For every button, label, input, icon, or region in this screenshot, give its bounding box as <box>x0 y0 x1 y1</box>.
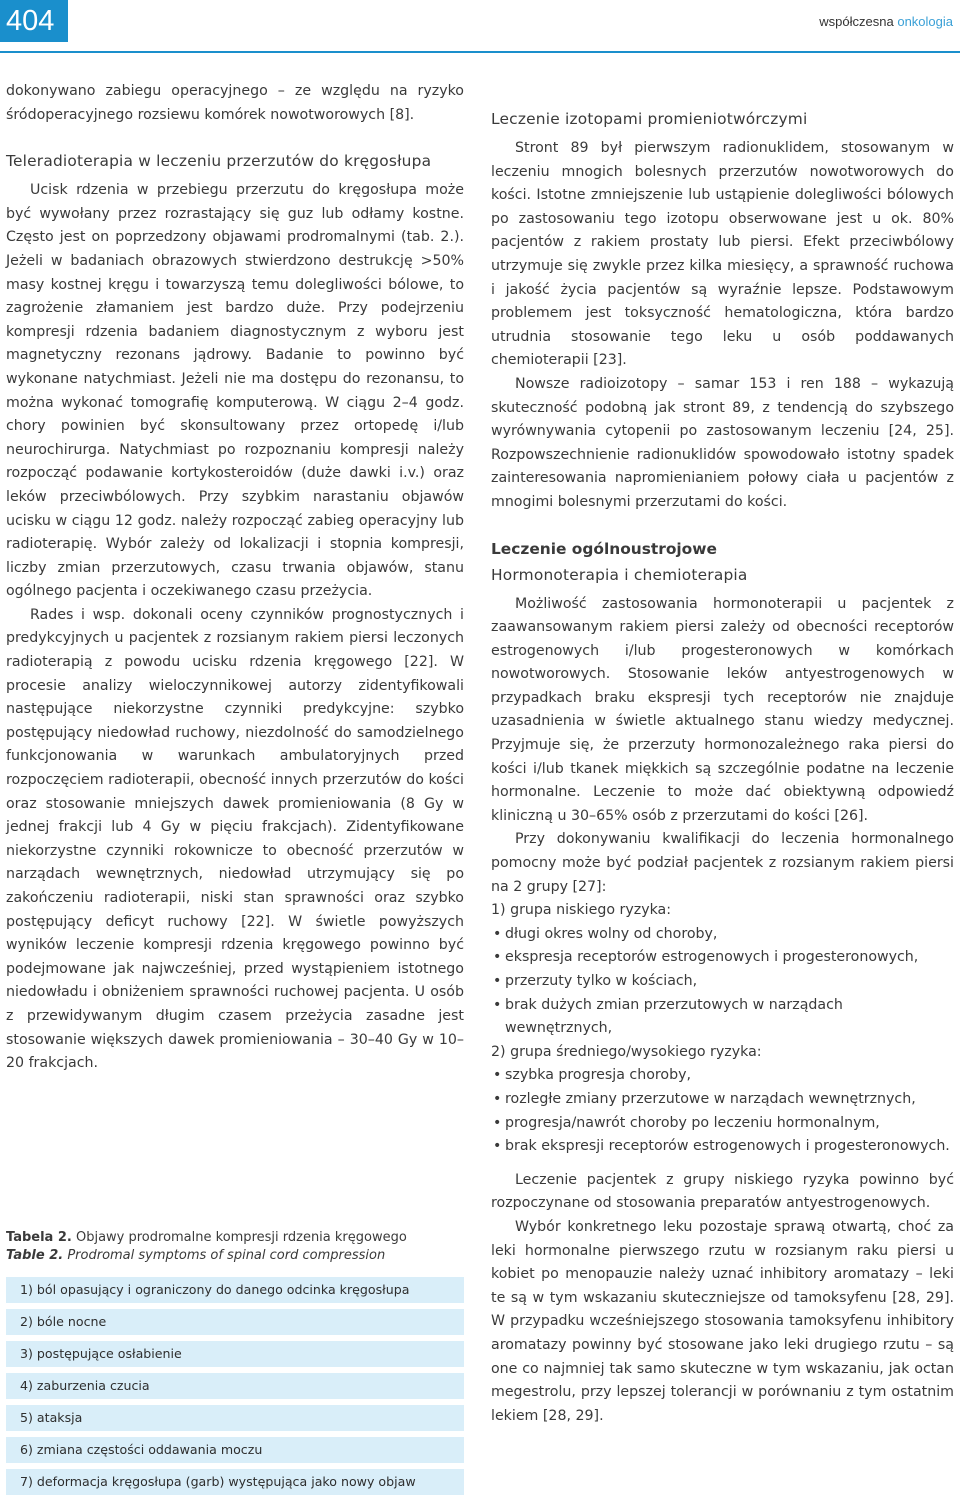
group1-title: 1) grupa niskiego ryzyka: <box>491 902 672 919</box>
list-item: • długi okres wolny od choroby, <box>491 923 954 947</box>
paragraph-qualification: Przy dokonywaniu kwalifikacji do leczenia hormonalnego pomocny może być podział pacjentek z rozsianym rakiem piersi na 2 grupy [27]: <box>491 831 954 895</box>
subsection-title-hormonotherapy: Hormonoterapia i chemioterapia <box>491 565 748 584</box>
table-row: 5) ataksja <box>6 1405 464 1431</box>
section-title-isotopes: Leczenie izotopami promieniotwórczymi <box>491 110 808 128</box>
paragraph-hormonotherapy: Możliwość zastosowania hormonoterapii u pacjentek z zaawansowanym rakiem piersi zależy od obecności receptorów estrogenowych i/lub progesteronowych w komórkach nowotworowych. Stosowanie leków antyestrogenowych w przypadkach braku ekspresji tych receptorów nie znajduje uzasadnienia w świetle aktualnego stanu wiedzy medycznej. Przyjmuje się, że przerzuty hormonozależnego raka piersi do kości i/lub tkanek miękkich są szczególnie podatne na leczenie hormonalne. Leczenie to może dać obiektywną odpowiedź kliniczną u 30–65% osób z przerzutami do kości [26]. <box>491 595 954 824</box>
table-caption <box>6 1229 464 1247</box>
list-item: • szybka progresja choroby, <box>491 1064 954 1088</box>
table-caption-en-label: Table 2. <box>6 1248 64 1263</box>
section-title-teleradiotherapy: Teleradioterapia w leczeniu przerzutów do kręgosłupa <box>6 152 432 171</box>
left-column <box>6 80 464 1076</box>
paragraph-compression: Ucisk rdzenia w przebiegu przerzutu do kręgosłupa może być wywołany przez rozrastający się guz lub odłamy kostne. Często jest on poprzedzony objawami prodromalnymi (tab. 2.). Jeżeli w badaniach obrazowych stwierdzono destrukcję >50% masy kostnej kręgu i towarzyszą temu dolegliwości bólowe, to zagrożenie złamaniem jest bardzo duże. Przy podejrzeniu kompresji rdzenia badaniem diagnostycznym z wyboru jest magnetyczny rezonans jądrowy. Badanie to powinno być wykonane natychmiast. Jeżeli nie ma dostępu do rezonansu, to można wykonać tomografię komputerową. W ciągu 2–4 godz. chory powinien być skonsultowany przez ortopedę i/lub neurochirurga. Natychmiast po rozpoznaniu kompresji należy rozpocząć podawanie kortykosteroidów (duże dawki i.v.) oraz leków przeciwbólowych. Przy szybkim narastaniu objawów ucisku w ciągu 12 godz. należy rozpocząć zabieg operacyjny lub radioterapię. Wybór zależy od lokalizacji i stopnia kompresji, liczby zmian przerzutowych, czasu trwania objawów, stanu ogólnego pacjenta i oczekiwanego czasu przeżycia. <box>6 182 464 600</box>
page-header <box>0 0 960 52</box>
table-2 <box>6 1229 464 1501</box>
journal-title-suffix: onkologia <box>897 14 953 29</box>
list-item: • brak ekspresji receptorów estrogenowych i progesteronowych. <box>491 1135 954 1159</box>
list-item: • progresja/nawrót choroby po leczeniu hormonalnym, <box>491 1112 954 1136</box>
paragraph-drug-choice: Wybór konkretnego leku pozostaje sprawą otwartą, choć za leki hormonalne pierwszego rzutu w rozsianym raku piersi u kobiet po menopauzie należy uznać inhibitory aromatazy – leki te są w tym wskazaniu skuteczniejsze od tamoksyfenu [28, 29]. W przypadku wcześniejszego stosowania tamoksyfenu inhibitory aromatazy powinny być stosowane jako leki drugiego rzutu – są one co najmniej tak samo skuteczne w tym wskazaniu, jak octan megestrolu, przy lepszej tolerancji w porównaniu z tym ostatnim lekiem [28, 29]. <box>491 1218 954 1424</box>
group1-list <box>491 923 954 1041</box>
list-item: • ekspresja receptorów estrogenowych i progesteronowych, <box>491 946 954 970</box>
table-row: 6) zmiana częstości oddawania moczu <box>6 1437 464 1463</box>
table-row: 7) deformacja kręgosłupa (garb) występująca jako nowy objaw <box>6 1469 464 1495</box>
paragraph-rades: Rades i wsp. dokonali oceny czynników prognostycznych i predykcyjnych u pacjentek z rozsianym rakiem piersi leczonych radioterapią z powodu ucisku rdzenia kręgowego [22]. W procesie analizy wieloczynnikowej autorzy zidentyfikowali następujące niekorzystne czynniki predykcyjne: szybko postępujący niedowład ruchowy, niezdolność do samodzielnego funkcjonowania w warunkach ambulatoryjnych przed rozpoczęciem radioterapii, obecność innych przerzutów do kości oraz stosowanie mniejszych dawek promieniowania (8 Gy w jednej frakcji lub 4 Gy w pięciu frakcjach). Zidentyfikowane niekorzystne czynniki rokownicze to obecność przerzutów w narządach wewnętrznych, niedowład utrzymujący się po zakończeniu radioterapii, niski stan sprawności oraz szybko postępujący deficyt ruchowy [22]. W świetle powyższych wyników leczenie kompresji rdzenia kręgowego powinno być podejmowane jak najwcześniej, przed wystąpieniem istotnego niedowładu i obniżeniem sprawności ruchowej pacjenta. U osób z przewidywanym długim czasem przeżycia zasadne jest stosowanie większych dawek promieniowania – 30–40 Gy w 10–20 frakcjach. <box>6 606 464 1072</box>
paragraph-new-isotopes: Nowsze radioizotopy – samar 153 i ren 188 – wykazują skuteczność podobną jak stront 89, z tendencją do szybszego wyrównywania cytopenii po zastosowanym leczeniu [24, 25]. Rozpowszechnienie radionuklidów spowodowało istotny spadek zainteresowania napromienianiem połowy ciała u pacjentów z mnogimi bolesnymi przerzutami do kości. <box>491 375 954 510</box>
right-column <box>491 107 954 1428</box>
table-row: 2) bóle nocne <box>6 1309 464 1335</box>
table-caption-en-text: Prodromal symptoms of spinal cord compression <box>67 1248 386 1263</box>
header-rule <box>0 51 960 53</box>
paragraph-strontium: Stront 89 był pierwszym radionuklidem, stosowanym w leczeniu mnogich bolesnych przerzutów nowotworowych do kości. Istotne zmniejszenie lub ustąpienie dolegliwości bólowych po zastosowaniu tego izotopu obserwowane jest u ok. 80% pacjentów z rakiem prostaty lub piersi. Efekt przeciwbólowy utrzymuje się zwykle przez kilka miesięcy, a sprawność ruchowa i jakość życia pacjentów są wyraźnie lepsze. Podstawowym problemem jest toksyczność hematologiczna, która bardzo utrudnia stosowanie tego leku u osób poddawanych chemioterapii [23]. <box>491 140 954 369</box>
table-caption-en <box>6 1247 464 1265</box>
group2-list <box>491 1064 954 1158</box>
section-title-systemic: Leczenie ogólnoustrojowe <box>491 539 717 558</box>
intro-paragraph: dokonywano zabiegu operacyjnego – ze względu na ryzyko śródoperacyjnego rozsiewu komórek nowotworowych [8]. <box>6 83 464 123</box>
table-row: 3) postępujące osłabienie <box>6 1341 464 1367</box>
list-item: • brak dużych zmian przerzutowych w narządach wewnętrznych, <box>491 994 954 1041</box>
table-caption-label: Tabela 2. <box>6 1230 72 1245</box>
journal-title-prefix: współczesna <box>819 14 894 29</box>
paragraph-low-risk: Leczenie pacjentek z grupy niskiego ryzyka powinno być rozpoczynane od stosowania preparatów antyestrogenowych. <box>491 1171 954 1212</box>
list-item: • rozległe zmiany przerzutowe w narządach wewnętrznych, <box>491 1088 954 1112</box>
page-number: 404 <box>0 0 68 42</box>
table-caption-text: Objawy prodromalne kompresji rdzenia kręgowego <box>75 1230 407 1245</box>
table-row: 1) ból opasujący i ograniczony do danego odcinka kręgosłupa <box>6 1277 464 1303</box>
list-item: • przerzuty tylko w kościach, <box>491 970 954 994</box>
table-row: 4) zaburzenia czucia <box>6 1373 464 1399</box>
journal-title <box>819 14 953 29</box>
group2-title: 2) grupa średniego/wysokiego ryzyka: <box>491 1043 762 1060</box>
